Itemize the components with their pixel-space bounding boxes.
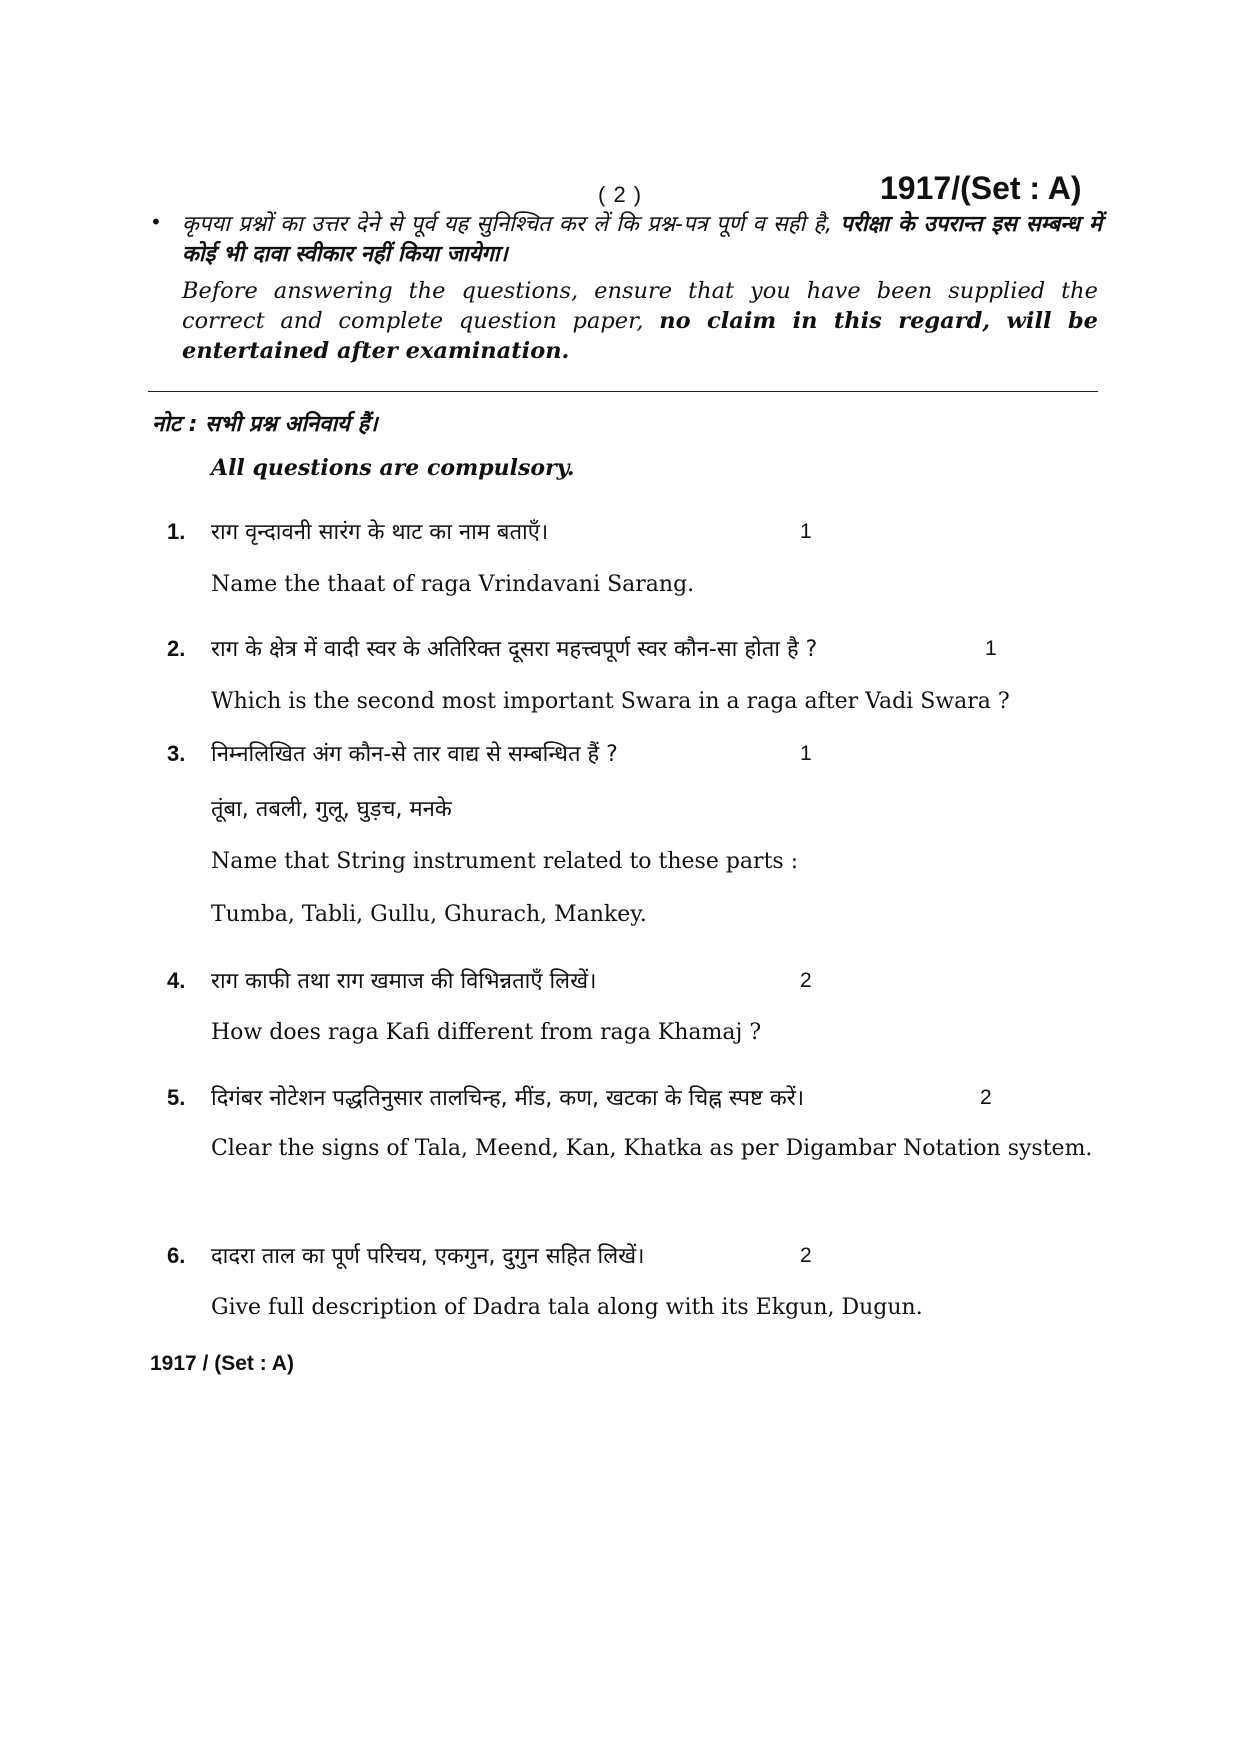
note-english: All questions are compulsory. — [211, 455, 575, 481]
question-number: 4. — [167, 968, 186, 993]
question-marks: 2 — [800, 969, 812, 992]
note-hindi: नोट : सभी प्रश्न अनिवार्य हैं। — [152, 412, 378, 437]
question-english: Clear the signs of Tala, Meend, Kan, Khatka as per Digambar Notation system. — [211, 1136, 1093, 1161]
question-english: Name that String instrument related to these parts : — [211, 849, 799, 874]
page-number: ( 2 ) — [598, 182, 643, 207]
question-hindi: निम्नलिखित अंग कौन-से तार वाद्य से सम्बन्धित हैं ? — [211, 742, 618, 767]
question-english: Give full description of Dadra tala along with its Ekgun, Dugun. — [211, 1295, 923, 1320]
question-hindi: दिगंबर नोटेशन पद्धतिनुसार तालचिन्ह, मींड, कण, खटका के चिह्न स्पष्ट करें। — [211, 1086, 805, 1111]
instruction-english-normal: Before answering the questions, ensure that you have been supplied the correct and complete question paper, — [182, 278, 1098, 334]
section-divider — [148, 391, 1098, 392]
question-hindi: राग वृन्दावनी सारंग के थाट का नाम बताएँ। — [211, 520, 549, 545]
instruction-hindi — [182, 210, 1102, 270]
paper-code-footer: 1917 / (Set : A) — [150, 1352, 294, 1375]
question-marks: 1 — [985, 637, 997, 660]
question-hindi: राग के क्षेत्र में वादी स्वर के अतिरिक्त दूसरा महत्त्वपूर्ण स्वर कौन-सा होता है ? — [211, 637, 818, 662]
question-number: 2. — [167, 636, 186, 661]
instruction-bullet: • — [150, 210, 162, 234]
instruction-english-bold: no claim in this regard, will be entertained after examination. — [182, 308, 1098, 364]
question-number: 1. — [167, 519, 186, 544]
question-marks: 1 — [800, 520, 812, 543]
question-hindi: दादरा ताल का पूर्ण परिचय, एकगुन, दुगुन सहित लिखें। — [211, 1244, 645, 1269]
question-number: 5. — [167, 1085, 186, 1110]
question-english: How does raga Kafi different from raga Khamaj ? — [211, 1020, 762, 1045]
question-parts-english: Tumba, Tabli, Gullu, Ghurach, Mankey. — [211, 902, 647, 927]
instruction-english — [182, 276, 1098, 366]
question-parts-hindi: तूंबा, तबली, गुलू, घुड़च, मनके — [211, 797, 452, 822]
question-number: 3. — [167, 741, 186, 766]
question-marks: 2 — [980, 1086, 992, 1109]
paper-code-header: 1917/(Set : A) — [880, 170, 1082, 206]
question-marks: 2 — [800, 1244, 812, 1267]
question-english: Name the thaat of raga Vrindavani Sarang. — [211, 572, 695, 597]
question-english: Which is the second most important Swara in a raga after Vadi Swara ? — [211, 689, 1010, 714]
instruction-hindi-bold: परीक्षा के उपरान्त इस सम्बन्ध में कोई भी दावा स्वीकार नहीं किया जायेगा। — [182, 212, 1102, 267]
question-hindi: राग काफी तथा राग खमाज की विभिन्नताएँ लिखें। — [211, 969, 597, 994]
question-number: 6. — [167, 1243, 186, 1268]
question-marks: 1 — [800, 742, 812, 765]
instruction-hindi-normal: कृपया प्रश्नों का उत्तर देने से पूर्व यह सुनिश्चित कर लें कि प्रश्न-पत्र पूर्ण व सही है, — [182, 212, 841, 237]
